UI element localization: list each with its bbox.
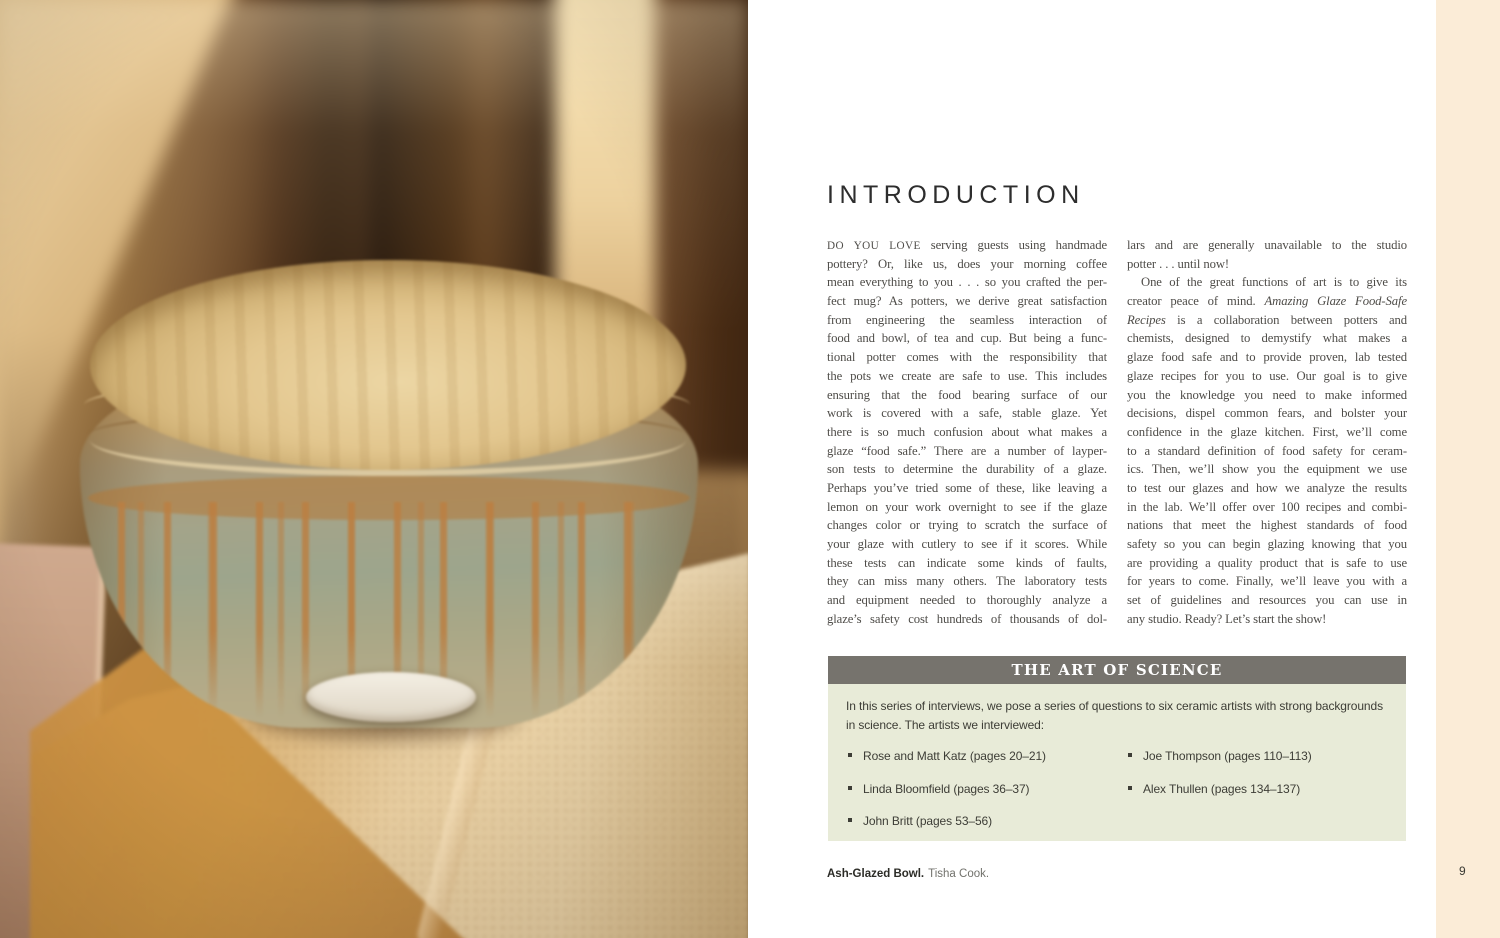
body-text-line: chemists, designed to demystify what makes a	[1127, 331, 1407, 346]
feature-box-title: THE ART OF SCIENCE	[828, 656, 1406, 684]
body-text-line: potter . . . until now!	[1127, 256, 1230, 271]
body-text-line: you the knowledge you need to make informed	[1127, 387, 1407, 402]
body-text-line: the pots we create are safe to use. This includes	[827, 368, 1107, 383]
body-text-line: tional potter comes with the responsibility that	[827, 350, 1107, 365]
body-text-line: any studio. Ready? Let’s start the show!	[1127, 611, 1327, 626]
body-text-line: pottery? Or, like us, does your morning coffee	[827, 256, 1107, 271]
body-text-line: glaze’s safety cost hundreds of thousands of dol-	[827, 611, 1107, 626]
interviewee-item: Alex Thullen (pages 134–137)	[1128, 780, 1312, 799]
photo-vignette	[0, 0, 748, 938]
body-text-line: in the lab. We’ll offer over 100 recipes and combi-	[1127, 499, 1407, 514]
body-text-line: fect mug? As potters, we derive great satisfaction	[827, 294, 1107, 309]
body-text-line: Recipes is a collaboration between potters and	[1127, 312, 1407, 327]
right-page	[748, 0, 1436, 938]
bullet-icon	[1128, 786, 1132, 790]
bullet-icon	[848, 753, 852, 757]
body-text-line: creator peace of mind. Amazing Glaze Food-Safe	[1127, 294, 1407, 309]
photo-caption	[827, 868, 989, 880]
interviewee-item: Joe Thompson (pages 110–113)	[1128, 747, 1312, 766]
body-text-line: and equipment needed to thoroughly analyze a	[827, 593, 1107, 608]
body-text-line: confidence in the glaze kitchen. First, we’ll come	[1127, 424, 1407, 439]
body-text-line: DO YOU LOVE serving guests using handmade	[827, 238, 1107, 252]
bowl-photo	[0, 0, 748, 938]
body-text-line: to a standard definition of food safety for ceram-	[1127, 443, 1407, 458]
body-text-line: from engineering the seamless interaction of	[827, 312, 1107, 327]
body-text-line: Perhaps you’ve tried some of these, like leaving a	[827, 480, 1107, 495]
bullet-icon	[1128, 753, 1132, 757]
body-text-line: food and bowl, of tea and cup. But being a func-	[827, 331, 1107, 346]
body-text-line: ensuring that the food bearing surface of our	[827, 387, 1107, 402]
body-text-line: changes color or trying to scratch the surface of	[827, 518, 1107, 533]
body-text-line: decisions, dispel common fears, and bolster your	[1127, 406, 1407, 421]
interviewee-list-left	[848, 747, 1046, 845]
body-text-line: set of guidelines and resources you can use in	[1127, 593, 1407, 608]
body-text-line: lemon on your work overnight to see if the glaze	[827, 499, 1107, 514]
body-text-line: mean everything to you . . . so you crafted the per-	[827, 275, 1107, 290]
body-text-line: your glaze with cutlery to see if it scores. While	[827, 537, 1107, 551]
body-text-line: they can miss many others. The laboratory tests	[827, 574, 1107, 589]
page-number: 9	[1459, 864, 1466, 878]
body-text-line: work is covered with a safe, stable glaze. Yet	[827, 406, 1107, 421]
body-text-line: glaze food safe and to provide proven, lab tested	[1127, 350, 1407, 365]
body-text-line: these tests can indicate some kinds of faults,	[827, 555, 1107, 570]
body-text-line: glaze recipes for you to use. Our goal is to give	[1127, 368, 1407, 383]
body-text-line: nations that meet the highest standards of food	[1127, 518, 1407, 533]
body-text-line: ics. Then, we’ll show you the equipment we use	[1127, 462, 1407, 477]
body-text-line: One of the great functions of art is to give its	[1141, 275, 1407, 290]
interviewee-item: Rose and Matt Katz (pages 20–21)	[848, 747, 1046, 766]
page-title: INTRODUCTION	[827, 181, 1085, 209]
bullet-icon	[848, 818, 852, 822]
feature-box-body	[828, 684, 1406, 841]
body-text-line: glaze “food safe.” There are a number of layper-	[827, 443, 1107, 458]
body-column-right	[1127, 236, 1407, 628]
body-text-line: for years to come. Finally, we’ll leave you with a	[1127, 574, 1407, 589]
body-text-line: there is so much confusion about what makes a	[827, 424, 1107, 439]
body-text-line: son tests to determine the durability of a glaze.	[827, 462, 1107, 477]
interviewee-list-right	[1128, 747, 1312, 812]
bullet-icon	[848, 786, 852, 790]
body-column-left	[827, 236, 1107, 628]
caption-credit: Tisha Cook.	[928, 868, 990, 880]
interviewee-item: Linda Bloomfield (pages 36–37)	[848, 780, 1046, 799]
caption-title: Ash-Glazed Bowl.	[827, 868, 925, 880]
body-text-line: to test our glazes and how we analyze the results	[1127, 480, 1407, 495]
next-page-edge	[1436, 0, 1500, 938]
art-of-science-box	[828, 656, 1406, 841]
body-text-line: are providing a quality product that is safe to use	[1127, 555, 1407, 570]
feature-box-intro: In this series of interviews, we pose a series of questions to six ceramic artists with strong backgrounds in science. The artists we interviewed:	[846, 699, 1383, 732]
body-text-line: lars and are generally unavailable to the studio	[1127, 238, 1407, 252]
interviewee-item: John Britt (pages 53–56)	[848, 812, 1046, 831]
body-text-line: safety so you can begin glazing knowing that you	[1127, 537, 1407, 551]
